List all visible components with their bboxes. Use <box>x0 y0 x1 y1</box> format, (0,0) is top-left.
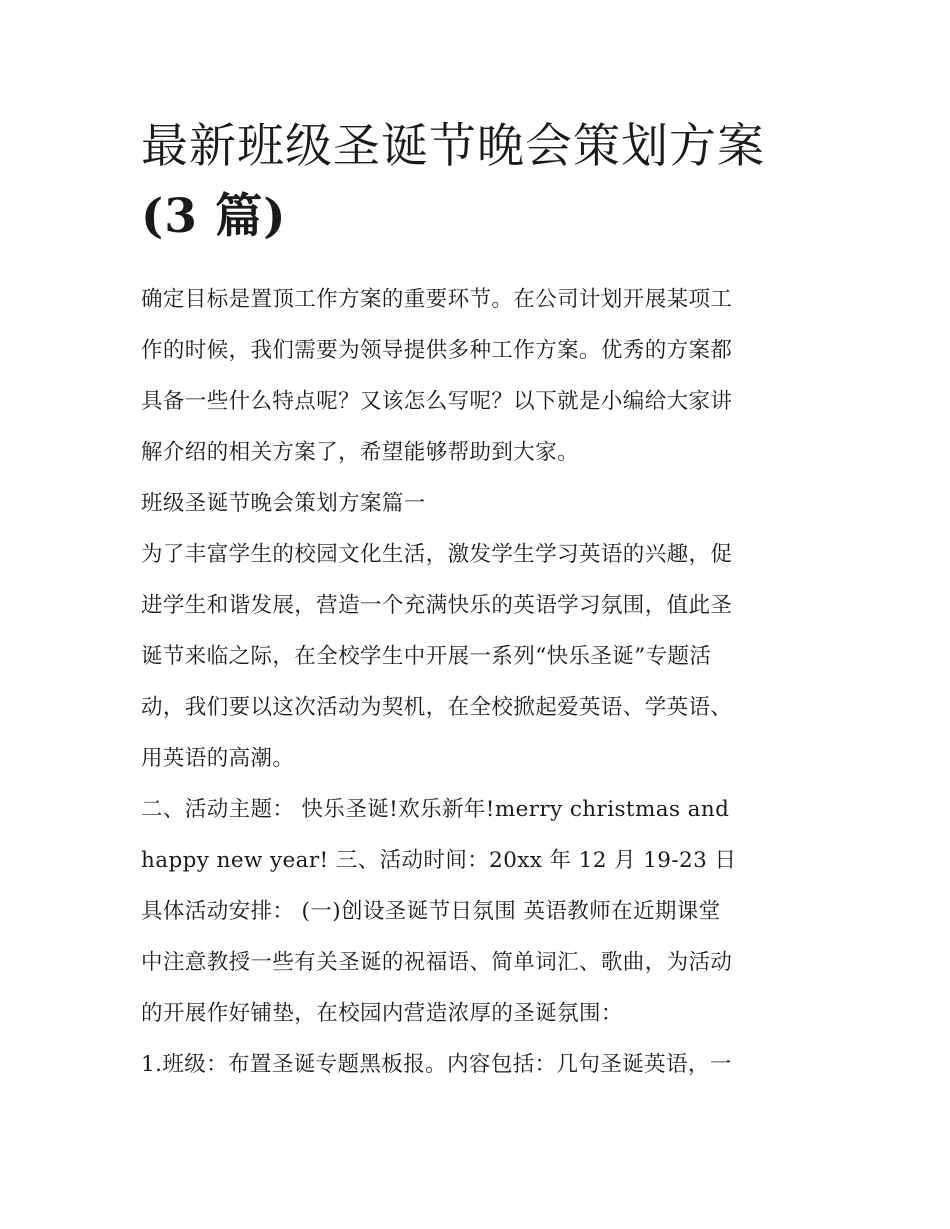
title-line-2: (3 篇) <box>141 189 287 244</box>
document-body <box>141 274 821 1090</box>
title-line-1: 最新班级圣诞节晚会策划方案 <box>141 119 765 174</box>
theme-time-paragraph <box>141 784 821 886</box>
document-page <box>141 112 821 1090</box>
text-line: 具备一些什么特点呢？又该怎么写呢？以下就是小编给大家讲 <box>141 389 733 414</box>
text-line: happy new year! 三、活动时间：20xx 年 12 月 19-23 日 <box>141 848 737 873</box>
section-heading <box>141 478 821 529</box>
purpose-paragraph <box>141 529 821 784</box>
text-line: 中注意教授一些有关圣诞的祝福语、简单词汇、歌曲，为活动 <box>141 950 733 975</box>
text-line: 确定目标是置顶工作方案的重要环节。在公司计划开展某项工 <box>141 287 733 312</box>
text-line: 进学生和谐发展，营造一个充满快乐的英语学习氛围，值此圣 <box>141 593 733 618</box>
text-line: 动，我们要以这次活动为契机，在全校掀起爱英语、学英语、 <box>141 695 733 720</box>
text-line: 用英语的高潮。 <box>141 746 295 771</box>
text-line: 作的时候，我们需要为领导提供多种工作方案。优秀的方案都 <box>141 338 733 363</box>
text-line: 具体活动安排： (一)创设圣诞节日氛围 英语教师在近期课堂 <box>141 899 721 924</box>
schedule-paragraph <box>141 886 821 1039</box>
intro-paragraph <box>141 274 821 478</box>
text-line: 诞节来临之际，在全校学生中开展一系列“快乐圣诞”专题活 <box>141 644 712 669</box>
document-title <box>141 112 821 252</box>
text-line: 解介绍的相关方案了，希望能够帮助到大家。 <box>141 440 580 465</box>
text-line: 为了丰富学生的校园文化生活，激发学生学习英语的兴趣，促 <box>141 542 733 567</box>
text-line: 1.班级：布置圣诞专题黑板报。内容包括：几句圣诞英语，一 <box>141 1052 732 1077</box>
text-line: 的开展作好铺垫，在校园内营造浓厚的圣诞氛围： <box>141 1001 623 1026</box>
text-line: 二、活动主题： 快乐圣诞!欢乐新年!merry christmas and <box>141 797 730 822</box>
text-line: 班级圣诞节晚会策划方案篇一 <box>141 491 426 516</box>
class-item-paragraph <box>141 1039 821 1090</box>
